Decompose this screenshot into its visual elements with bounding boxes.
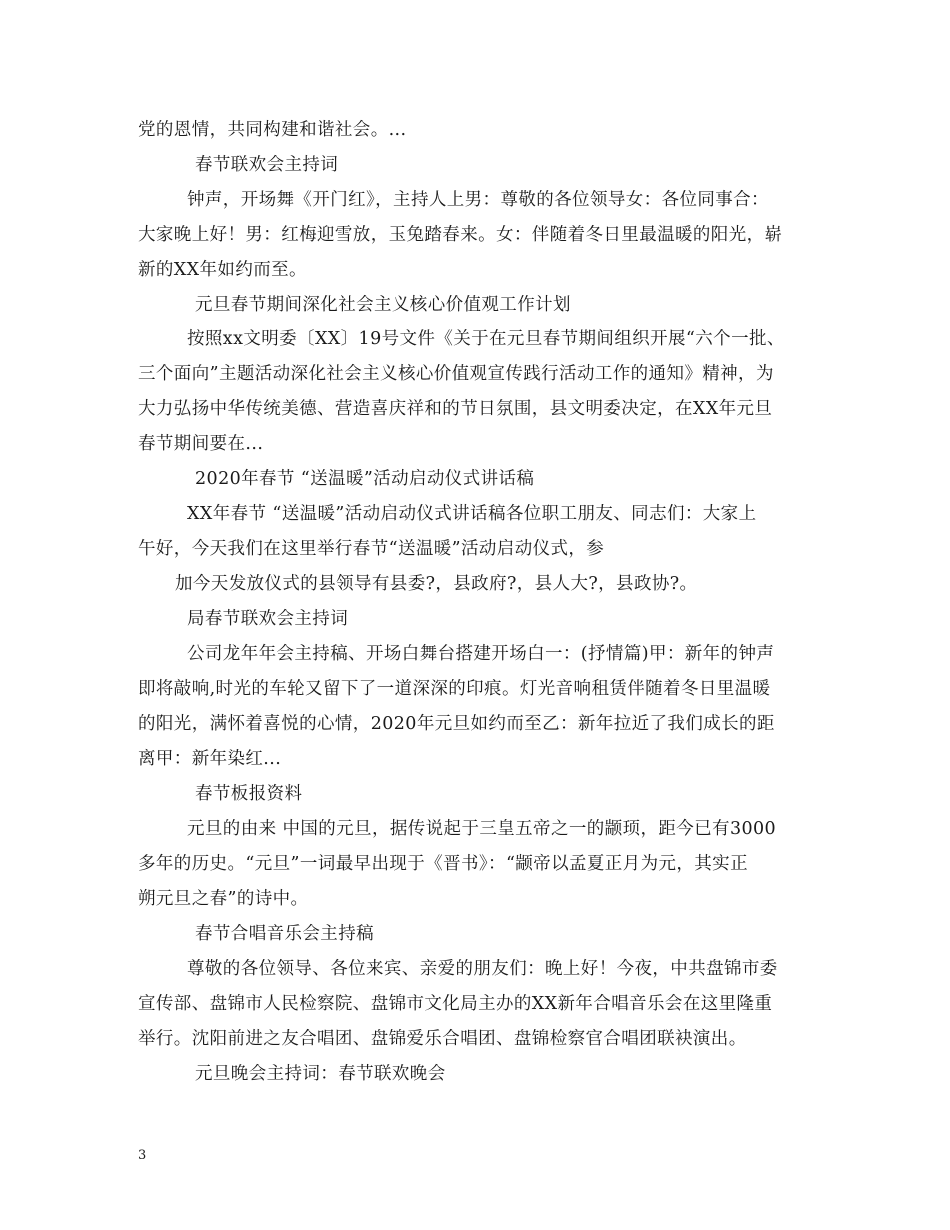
body-text-line: 即将敲响,时光的车轮又留下了一道深深的印痕。灯光音响租赁伴随着冬日里温暖	[138, 679, 771, 699]
page-number: 3	[138, 1148, 147, 1163]
body-text-line: 大力弘扬中华传统美德、营造喜庆祥和的节日氛围，县文明委决定，在XX年元旦	[138, 399, 773, 419]
body-text-line: 宣传部、盘锦市人民检察院、盘锦市文化局主办的XX新年合唱音乐会在这里隆重	[138, 994, 773, 1014]
body-text-line: 党的恩情，共同构建和谐社会。...	[138, 120, 407, 140]
body-text-line: 多年的历史。“元旦”一词最早出现于《晋书》：“颛帝以孟夏正月为元，其实正	[138, 854, 748, 874]
body-text-line: 三个面向”主题活动深化社会主义核心价值观宣传践行活动工作的通知》精神，为	[138, 364, 774, 384]
body-text-line: 公司龙年年会主持稿、开场白舞台搭建开场白一：(抒情篇)甲：新年的钟声	[187, 644, 775, 664]
body-text-line: 按照xx文明委〔XX〕19号文件《关于在元旦春节期间组织开展“六个一批、	[187, 329, 785, 349]
body-text-line: 春节期间要在...	[138, 434, 264, 454]
body-text-line: 的阳光，满怀着喜悦的心情，2020年元旦如约而至乙：新年拉近了我们成长的距	[138, 714, 775, 734]
body-text-line: 举行。沈阳前进之友合唱团、盘锦爱乐合唱团、盘锦检察官合唱团联袂演出。	[138, 1029, 747, 1049]
section-heading: 元旦春节期间深化社会主义核心价值观工作计划	[195, 295, 571, 315]
section-heading: 局春节联欢会主持词	[187, 609, 349, 629]
section-heading: 元旦晚会主持词：春节联欢晚会	[195, 1064, 446, 1084]
section-heading: 春节板报资料	[195, 784, 303, 804]
body-text-line: 尊敬的各位领导、各位来宾、亲爱的朋友们：晚上好！今夜，中共盘锦市委	[187, 959, 778, 979]
body-text-line: 新的XX年如约而至。	[138, 260, 307, 280]
body-text-line: 加今天发放仪式的县领导有县委?，县政府?，县人大?，县政协?。	[175, 574, 698, 594]
section-heading: 春节联欢会主持词	[195, 155, 339, 175]
section-heading: 春节合唱音乐会主持稿	[195, 924, 374, 944]
body-text-line: 朔元旦之春”的诗中。	[138, 889, 309, 909]
body-text-line: XX年春节 “送温暖”活动启动仪式讲话稿各位职工朋友、同志们：大家上	[187, 504, 757, 524]
section-heading: 2020年春节 “送温暖”活动启动仪式讲话稿	[195, 469, 535, 489]
body-text-line: 钟声，开场舞《开门红》，主持人上男：尊敬的各位领导女：各位同事合：	[187, 190, 769, 210]
body-text-line: 大家晚上好！男：红梅迎雪放，玉兔踏春来。女：伴随着冬日里最温暖的阳光，崭	[138, 225, 783, 245]
body-text-line: 离甲：新年染红...	[138, 749, 282, 769]
body-text-line: 元旦的由来 中国的元旦，据传说起于三皇五帝之一的颛顼，距今已有3000	[187, 819, 777, 839]
body-text-line: 午好，今天我们在这里举行春节“送温暖”活动启动仪式，参	[138, 539, 605, 559]
